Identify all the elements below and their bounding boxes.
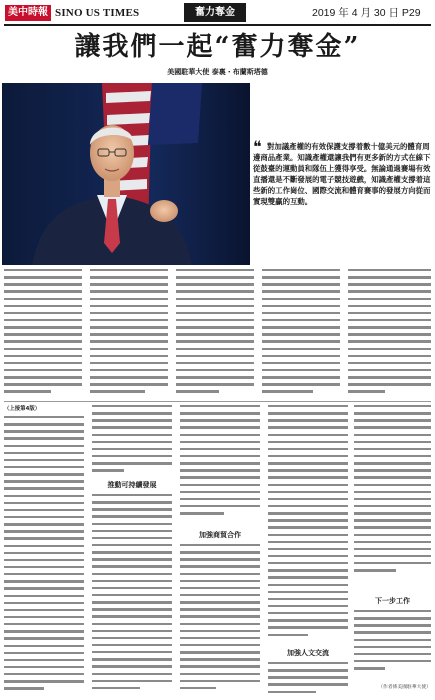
body-column-2: [90, 269, 168, 400]
quote-mark-icon: ❝: [253, 137, 262, 156]
subhead-next-steps: 下一步工作: [375, 597, 410, 605]
subhead-trade: 加強商貿合作: [199, 531, 241, 539]
section-divider: [4, 401, 431, 402]
newspaper-logo: 美中時報: [5, 5, 51, 21]
author-note: （作者係美國駐華大使）: [378, 685, 431, 690]
masthead: [0, 0, 435, 26]
body-column-7b: [92, 494, 172, 698]
masthead-rule: [4, 24, 431, 26]
ambassador-photo: [2, 83, 250, 265]
pull-quote-text: 對加議產權的有效保護支撐着數十億美元的體育周邊商品產業。知識產權還讓我們有更多新的方式在線下從鼓臺的運動員和隊伍上獲得享受。無論通過賽場有效直播還是不斷發展的電子競技遊戲，知識產權支撐着這些新的工作崗位、國際交流和體育賽事的發展方向從而實現雙贏的互動。: [253, 142, 431, 206]
subhead-culture: 加強人文交流: [287, 649, 329, 657]
body-column-1: [4, 269, 82, 400]
continued-from-label: （上接第4版）: [4, 406, 41, 412]
issue-date-page: 2019 年 4 月 30 日 P29: [312, 7, 421, 19]
body-column-6: [4, 416, 84, 698]
article-headline: 讓我們一起“奮力奪金”: [74, 32, 361, 62]
section-label: 奮力奪金: [184, 3, 246, 22]
subhead-sustainable: 推動可持續發展: [107, 481, 157, 489]
article-byline: 美國駐華大使 泰裏・布蘭斯塔德: [167, 68, 268, 76]
body-column-5: [348, 269, 431, 400]
body-column-8a: [180, 405, 260, 525]
newspaper-name-en: SINO US TIMES: [55, 7, 140, 19]
body-column-9a: [268, 405, 348, 645]
body-column-10a: [354, 405, 431, 591]
body-column-8b: [180, 544, 260, 698]
body-column-9b: [268, 662, 348, 698]
pull-quote: [253, 137, 431, 265]
body-column-4: [262, 269, 340, 400]
body-column-7a: [92, 405, 172, 475]
body-column-10b: [354, 610, 431, 680]
body-column-3: [176, 269, 254, 400]
